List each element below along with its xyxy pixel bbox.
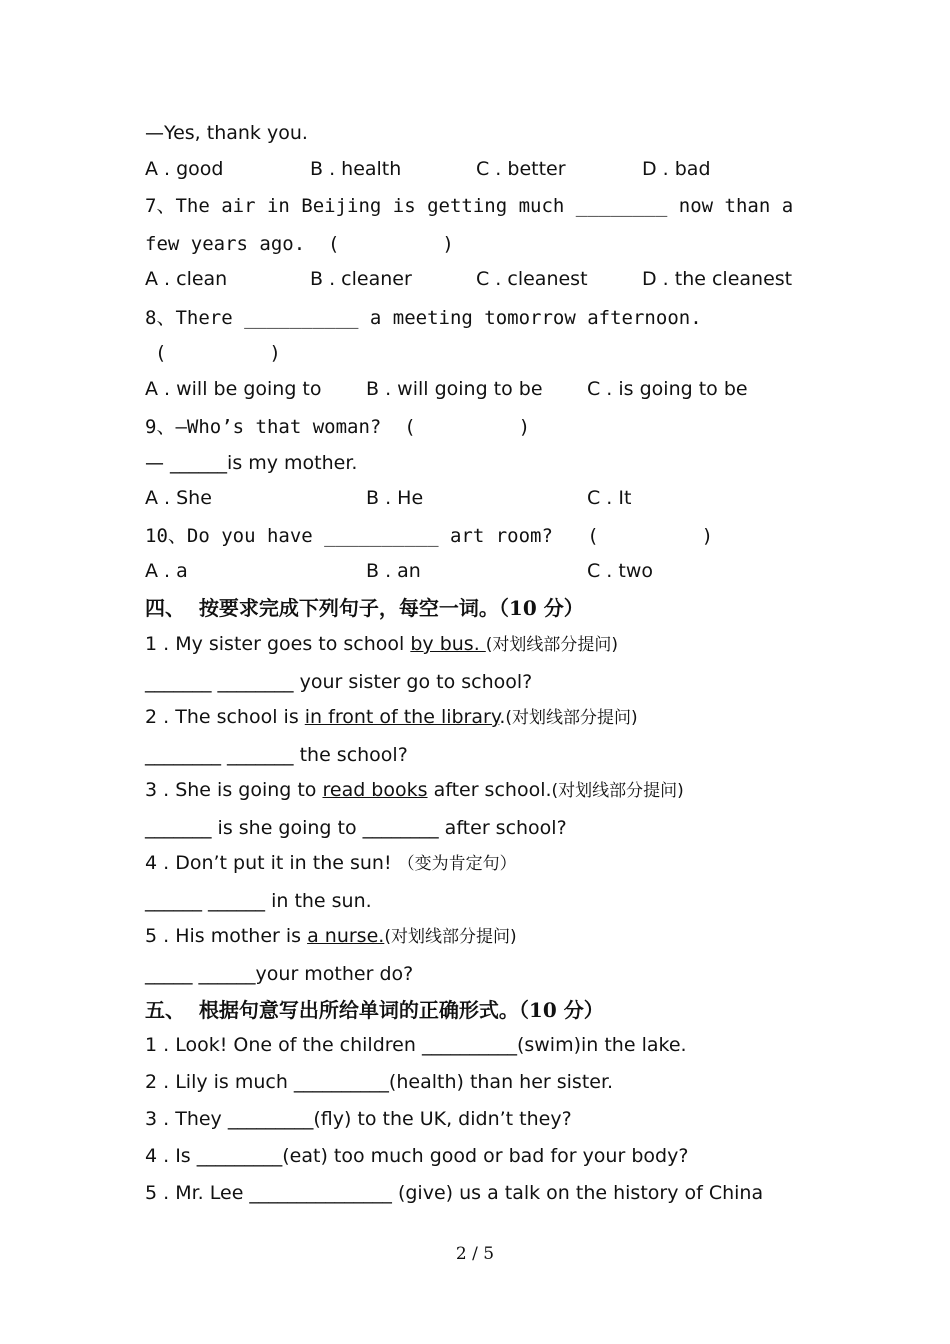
q6-option-d: D . bad: [642, 158, 711, 180]
q10-option-a: A . a: [145, 560, 188, 582]
q6-answer-line: —Yes, thank you.: [145, 122, 308, 144]
q7-option-b: B . cleaner: [310, 268, 412, 290]
q9-line1: 9、—Who’s that woman? ( ): [145, 416, 531, 438]
instruction-note: (对划线部分提问): [485, 635, 619, 655]
item-text: 3 . She is going to: [145, 779, 323, 801]
section4-item-2: [145, 705, 638, 730]
section4-answer-4: ______ ______ in the sun.: [145, 890, 372, 912]
section4-answer-1: _______ ________ your sister go to school?: [145, 671, 533, 693]
item-text-after: .: [499, 706, 506, 728]
q10-option-c: C . two: [587, 560, 653, 582]
instruction-note: (对划线部分提问): [551, 781, 684, 801]
underlined-phrase: in front of the library: [304, 706, 500, 728]
section4-item-4: [145, 851, 517, 876]
q6-option-c: C . better: [476, 158, 566, 180]
item-text: 5 . His mother is: [145, 925, 308, 947]
section5-item-2: 2 . Lily is much __________(health) than her sister.: [145, 1071, 614, 1093]
item-text: 2 . The school is: [145, 706, 305, 728]
q8-option-a: A . will be going to: [145, 378, 322, 400]
q7-option-a: A . clean: [145, 268, 228, 290]
underlined-phrase: by bus.: [410, 633, 486, 655]
underlined-phrase: a nurse.: [307, 925, 385, 947]
section5-heading: 五、 根据句意写出所给单词的正确形式。（10 分）: [145, 998, 604, 1022]
section4-item-5: [145, 924, 517, 949]
q8-option-c: C . is going to be: [587, 378, 748, 400]
underlined-phrase: read books: [322, 779, 428, 801]
q9-option-c: C . It: [587, 487, 632, 509]
q7-line2: few years ago. ( ): [145, 233, 454, 255]
q7-line1: 7、The air in Beijing is getting much ________ now than a: [145, 195, 794, 217]
q8-line1: 8、There __________ a meeting tomorrow afternoon.: [145, 307, 702, 329]
q8-line2: ( ): [155, 342, 281, 364]
page-number: 2 / 5: [455, 1244, 495, 1264]
q7-option-d: D . the cleanest: [642, 268, 793, 290]
q6-option-b: B . health: [310, 158, 402, 180]
section5-item-3: 3 . They _________(fly) to the UK, didn’t they?: [145, 1108, 572, 1130]
q9-option-a: A . She: [145, 487, 212, 509]
section5-item-1: 1 . Look! One of the children __________(swim)in the lake.: [145, 1034, 687, 1056]
section4-answer-5: _____ ______your mother do?: [145, 963, 414, 985]
instruction-note: (对划线部分提问): [384, 927, 517, 947]
section4-item-1: [145, 632, 618, 657]
section5-item-5: 5 . Mr. Lee _______________ (give) us a talk on the history of China: [145, 1182, 764, 1204]
q7-option-c: C . cleanest: [476, 268, 588, 290]
q10-option-b: B . an: [366, 560, 421, 582]
q6-option-a: A . good: [145, 158, 224, 180]
section4-answer-2: ________ _______ the school?: [145, 744, 408, 766]
instruction-note: (对划线部分提问): [505, 708, 638, 728]
instruction-note: （变为肯定句）: [397, 854, 517, 874]
q8-option-b: B . will going to be: [366, 378, 543, 400]
section4-heading: 四、 按要求完成下列句子，每空一词。（10 分）: [145, 596, 584, 620]
q9-line2: — ______is my mother.: [145, 452, 358, 474]
item-text: 4 . Don’t put it in the sun!: [145, 852, 398, 874]
section4-answer-3: _______ is she going to ________ after school?: [145, 817, 567, 839]
item-text-after: after school.: [427, 779, 552, 801]
section4-item-3: [145, 778, 684, 803]
q9-option-b: B . He: [366, 487, 424, 509]
item-text: 1 . My sister goes to school: [145, 633, 411, 655]
section5-item-4: 4 . Is _________(eat) too much good or bad for your body?: [145, 1145, 689, 1167]
q10-line1: 10、Do you have __________ art room? ( ): [145, 525, 714, 547]
